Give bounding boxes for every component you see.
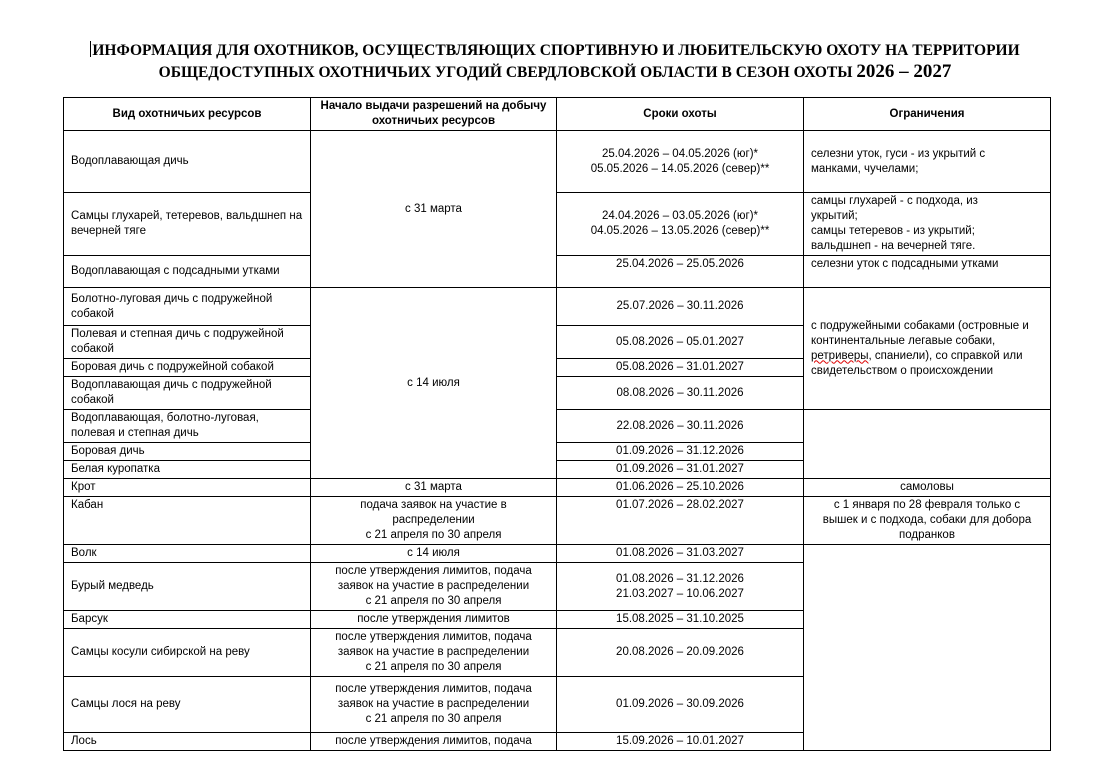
- table-header-row: [64, 98, 1051, 131]
- table-row: [64, 256, 1051, 288]
- dates-cell: [557, 193, 804, 256]
- hunting-season-table: [63, 97, 1051, 751]
- table-row: [64, 288, 1051, 326]
- start-cell: с 14 июля: [311, 288, 557, 479]
- start-line: после утверждения лимитов, подача: [335, 683, 532, 695]
- species-cell: Самцы глухарей, тетеревов, вальдшнеп на вечерней тяге: [64, 193, 311, 256]
- restriction-line: континентальные легавые собаки,: [811, 334, 996, 347]
- table-row: [64, 131, 1051, 193]
- restriction-line: подранков: [899, 529, 955, 541]
- table-row: [64, 545, 1051, 563]
- dates-cell: 25.04.2026 – 25.05.2026: [557, 256, 804, 288]
- restriction-line: укрытий;: [811, 210, 858, 222]
- species-cell: Боровая дичь: [64, 443, 311, 461]
- restriction-line: вальдшнеп - на вечерней тяге.: [811, 240, 976, 252]
- dates-cell: 15.09.2026 – 10.01.2027: [557, 733, 804, 751]
- restriction-cell: селезни уток с подсадными утками: [804, 256, 1051, 288]
- species-cell: Кабан: [64, 497, 311, 545]
- species-cell: Барсук: [64, 611, 311, 629]
- species-cell: Белая куропатка: [64, 461, 311, 479]
- start-line: с 21 апреля по 30 апреля: [365, 661, 502, 673]
- dates-cell: 01.09.2026 – 31.12.2026: [557, 443, 804, 461]
- dates-cell: 01.06.2026 – 25.10.2026: [557, 479, 804, 497]
- start-line: после утверждения лимитов, подача: [335, 565, 532, 577]
- table-row: [64, 479, 1051, 497]
- restriction-line: манками, чучелами;: [811, 162, 919, 175]
- dates-cell: 22.08.2026 – 30.11.2026: [557, 410, 804, 443]
- table-row: [64, 497, 1051, 545]
- start-line: заявок на участие в распределении: [337, 698, 530, 710]
- restriction-cell-empty: [804, 545, 1051, 751]
- restriction-line: свидетельством о происхождении: [811, 364, 994, 377]
- restriction-line: вышек и с подхода, собаки для добора: [822, 514, 1032, 526]
- species-cell: Бурый медведь: [64, 563, 311, 611]
- header-restrictions: Ограничения: [804, 98, 1051, 131]
- start-cell: [311, 629, 557, 677]
- header-dates: Сроки охоты: [557, 98, 804, 131]
- dates-cell: 01.09.2026 – 30.09.2026: [557, 677, 804, 733]
- restriction-cell: самоловы: [804, 479, 1051, 497]
- dates-line: 05.05.2026 – 14.05.2026 (север)**: [590, 162, 770, 175]
- species-cell: Крот: [64, 479, 311, 497]
- start-line: после утверждения лимитов, подача: [335, 631, 532, 643]
- start-cell: после утверждения лимитов, подача: [311, 733, 557, 751]
- species-cell: Самцы косули сибирской на реву: [64, 629, 311, 677]
- dates-line: 21.03.2027 – 10.06.2027: [616, 587, 744, 600]
- start-cell: с 31 марта: [311, 479, 557, 497]
- start-line: с 21 апреля по 30 апреля: [365, 595, 502, 607]
- species-cell: Боровая дичь с подружейной собакой: [64, 359, 311, 377]
- dates-cell: 01.09.2026 – 31.01.2027: [557, 461, 804, 479]
- dates-line: 04.05.2026 – 13.05.2026 (север)**: [590, 225, 770, 237]
- dates-cell: 05.08.2026 – 05.01.2027: [557, 326, 804, 359]
- dates-cell: 15.08.2025 – 31.10.2025: [557, 611, 804, 629]
- species-cell: Водоплавающая, болотно-луговая, полевая и степная дичь: [64, 410, 311, 443]
- species-cell: Полевая и степная дичь с подружейной собакой: [64, 326, 311, 359]
- restriction-cell: [804, 131, 1051, 193]
- table-row: [64, 410, 1051, 443]
- restriction-cell: [804, 193, 1051, 256]
- restriction-line: самцы тетеревов - из укрытий;: [811, 225, 975, 237]
- dates-cell: [557, 563, 804, 611]
- header-start: Начало выдачи разрешений на добычу охотничьих ресурсов: [311, 98, 557, 131]
- start-line: с 21 апреля по 30 апреля: [365, 529, 502, 541]
- start-cell: [311, 497, 557, 545]
- start-line: с 21 апреля по 30 апреля: [365, 713, 502, 725]
- start-line: заявок на участие в распределении: [337, 646, 530, 658]
- species-cell: Водоплавающая дичь с подружейной собакой: [64, 377, 311, 410]
- start-cell: с 14 июля: [311, 545, 557, 563]
- dates-cell: 20.08.2026 – 20.09.2026: [557, 629, 804, 677]
- species-cell: Болотно-луговая дичь с подружейной собакой: [64, 288, 311, 326]
- restriction-line: селезни уток, гуси - из укрытий с: [811, 147, 986, 160]
- restriction-line: [811, 349, 1043, 364]
- species-cell: Самцы лося на реву: [64, 677, 311, 733]
- dates-cell: 25.07.2026 – 30.11.2026: [557, 288, 804, 326]
- start-cell: [311, 563, 557, 611]
- start-cell: после утверждения лимитов: [311, 611, 557, 629]
- species-cell: Волк: [64, 545, 311, 563]
- restriction-text: , спаниели), со справкой или: [868, 349, 1023, 362]
- start-line: заявок на участие в распределении: [337, 580, 530, 592]
- start-line: подача заявок на участие в: [360, 499, 507, 511]
- dates-cell: 01.07.2026 – 28.02.2027: [557, 497, 804, 545]
- dates-cell: 01.08.2026 – 31.03.2027: [557, 545, 804, 563]
- dates-line: 24.04.2026 – 03.05.2026 (юг)*: [601, 210, 759, 222]
- restriction-line: самцы глухарей - с подхода, из: [811, 195, 978, 207]
- start-cell: [311, 677, 557, 733]
- header-species: Вид охотничьих ресурсов: [64, 98, 311, 131]
- document-title: [60, 40, 1050, 83]
- restriction-line: с 1 января по 28 февраля только с: [833, 499, 1021, 511]
- title-year: 2026 – 2027: [856, 61, 952, 82]
- restriction-cell: [804, 288, 1051, 410]
- spellcheck-word: ретриверы: [811, 349, 869, 362]
- start-line: распределении: [392, 514, 475, 526]
- restriction-line: с подружейными собаками (островные и: [811, 319, 1029, 332]
- dates-cell: 05.08.2026 – 31.01.2027: [557, 359, 804, 377]
- start-cell: с 31 марта: [311, 131, 557, 288]
- table-row: [64, 193, 1051, 256]
- title-line-1: ИНФОРМАЦИЯ ДЛЯ ОХОТНИКОВ, ОСУЩЕСТВЛЯЮЩИХ СПОРТИВНУЮ И ЛЮБИТЕЛЬСКУЮ ОХОТУ НА ТЕРРИТОРИИ: [92, 42, 1020, 59]
- restriction-cell-empty: [804, 410, 1051, 479]
- species-cell: Водоплавающая с подсадными утками: [64, 256, 311, 288]
- species-cell: Лось: [64, 733, 311, 751]
- dates-cell: [557, 131, 804, 193]
- title-line-2: ОБЩЕДОСТУПНЫХ ОХОТНИЧЬИХ УГОДИЙ СВЕРДЛОВСКОЙ ОБЛАСТИ В СЕЗОН ОХОТЫ: [158, 64, 853, 81]
- dates-line: 01.08.2026 – 31.12.2026: [616, 572, 744, 585]
- restriction-cell: [804, 497, 1051, 545]
- dates-line: 25.04.2026 – 04.05.2026 (юг)*: [601, 147, 759, 160]
- dates-cell: 08.08.2026 – 30.11.2026: [557, 377, 804, 410]
- species-cell: Водоплавающая дичь: [64, 131, 311, 193]
